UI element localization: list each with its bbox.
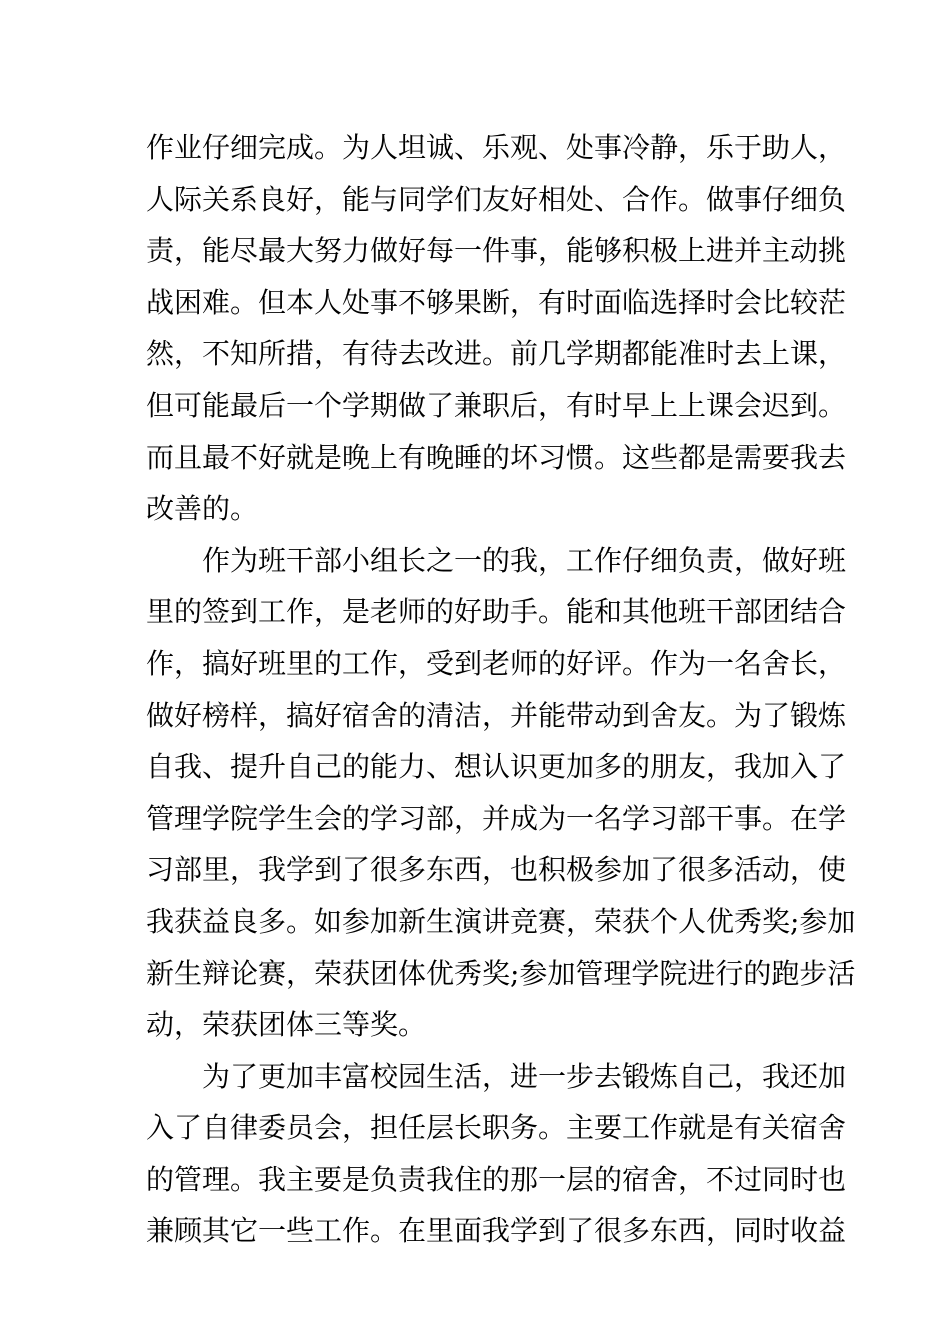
text-line: 改善的。: [146, 492, 259, 526]
text-line: 新生辩论赛，荣获团体优秀奖;参加管理学院进行的跑步活: [146, 956, 856, 990]
document-body: [146, 122, 856, 1257]
text-line: 然，不知所措，有待去改进。前几学期都能准时去上课，: [146, 337, 847, 371]
text-line: 里的签到工作，是老师的好助手。能和其他班干部团结合: [146, 595, 847, 629]
text-line: 责，能尽最大努力做好每一件事，能够积极上进并主动挑: [146, 234, 847, 268]
text-line: 我获益良多。如参加新生演讲竞赛，荣获个人优秀奖;参加: [146, 904, 856, 938]
paragraph-start-line: 为了更加丰富校园生活，进一步去锻炼自己，我还加: [202, 1059, 847, 1093]
text-line: 战困难。但本人处事不够果断，有时面临选择时会比较茫: [146, 285, 847, 319]
text-line: 管理学院学生会的学习部，并成为一名学习部干事。在学: [146, 801, 847, 835]
text-line: 兼顾其它一些工作。在里面我学到了很多东西，同时收益: [146, 1214, 847, 1248]
text-line: 但可能最后一个学期做了兼职后，有时早上上课会迟到。: [146, 388, 847, 422]
text-line: 习部里，我学到了很多东西，也积极参加了很多活动，使: [146, 853, 847, 887]
text-line: 而且最不好就是晚上有晚睡的坏习惯。这些都是需要我去: [146, 440, 847, 474]
text-line: 人际关系良好，能与同学们友好相处、合作。做事仔细负: [146, 182, 847, 216]
text-line: 作，搞好班里的工作，受到老师的好评。作为一名舍长，: [146, 646, 847, 680]
text-line: 动，荣获团体三等奖。: [146, 1008, 427, 1042]
text-line: 的管理。我主要是负责我住的那一层的宿舍，不过同时也: [146, 1162, 847, 1196]
text-line: 自我、提升自己的能力、想认识更加多的朋友，我加入了: [146, 750, 847, 784]
paragraph-start-line: 作为班干部小组长之一的我，工作仔细负责，做好班: [202, 543, 847, 577]
text-line: 做好榜样，搞好宿舍的清洁，并能带动到舍友。为了锻炼: [146, 698, 847, 732]
text-line: 入了自律委员会，担任层长职务。主要工作就是有关宿舍: [146, 1111, 847, 1145]
text-line: 作业仔细完成。为人坦诚、乐观、处事冷静，乐于助人，: [146, 131, 847, 164]
